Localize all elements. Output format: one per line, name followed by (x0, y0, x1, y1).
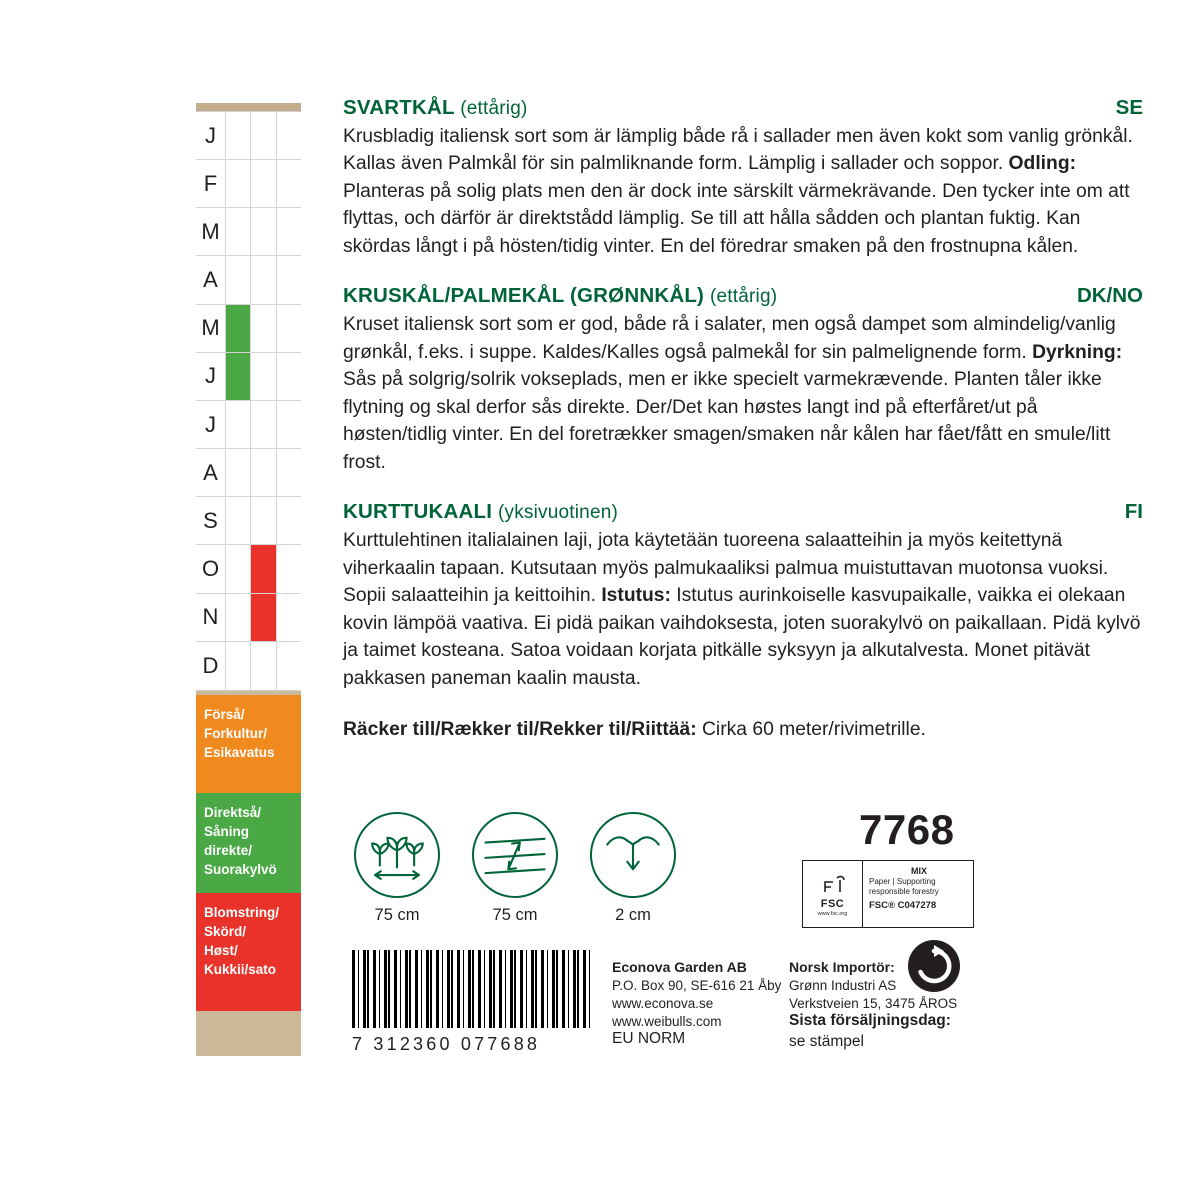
importer-name: Grønn Industri AS (789, 977, 897, 993)
month-label: S (196, 497, 226, 544)
fsc-url: www.fsc.org (817, 910, 848, 917)
importer-title: Norsk Importör: (789, 959, 895, 975)
body-heading: Odling: (1008, 153, 1077, 175)
month-cells (226, 160, 301, 207)
growing-icons (352, 812, 692, 925)
calendar-row (196, 545, 301, 593)
calendar-row (196, 305, 301, 353)
calendar-row (196, 594, 301, 642)
section-title (343, 500, 618, 524)
fsc-details (863, 861, 973, 927)
section-header (343, 500, 1143, 524)
section-header (343, 284, 1143, 308)
company-address: P.O. Box 90, SE-616 21 Åby (612, 977, 782, 993)
fsc-mix: MIX (910, 866, 927, 876)
body-post: Planteras på solig plats men den är dock inte särskilt värmekrävande. Den tycker inte om att flyttas, och därför är direktstådd lämplig. Se till att hålla sådden och plantan fuktig. Kan skördas långt i på hösten/tidig vinter. En del föredrar smaken på den frostnupna kålen. (343, 180, 1130, 257)
legend-line: Direktså/ (204, 805, 262, 820)
month-cells (226, 545, 301, 592)
calendar-cell (251, 160, 276, 207)
calendar-cell (277, 497, 301, 544)
last-sale-value: se stämpel (789, 1032, 864, 1050)
legend-line: Høst/ (204, 943, 238, 959)
calendar-cell (251, 642, 276, 690)
importer-info (789, 958, 999, 1013)
calendar-row (196, 160, 301, 208)
eu-norm-label: EU NORM (612, 1030, 686, 1047)
month-label: N (196, 594, 226, 641)
section-language-code: FI (1124, 500, 1143, 524)
company-web-1: www.econova.se (612, 995, 714, 1011)
legend-line: Suorakylvö (204, 862, 277, 878)
fsc-logo (803, 861, 863, 927)
body-post: Istutus aurinkoiselle kasvupaikalle, vaikka ei olekaan kovin lämpöä vaativa. Ei pidä paikan vaihdoksesta, joten suorakylvö on paikallaan. Pidä kylvö ja taimet kosteana. Satoa voidaan korjata pitkälle syksyyn ja alkutalvesta. Monet pitävät pakkasen paneman kaalin mausta. (343, 585, 1141, 689)
last-sale-date (789, 1011, 1009, 1053)
calendar-cell (251, 449, 276, 496)
month-cells (226, 112, 301, 159)
section-subtitle: (yksivuotinen) (498, 502, 619, 524)
calendar-cell (226, 594, 251, 641)
month-cells (226, 449, 301, 496)
body-pre: Kruset italiensk sort som er god, både rå i salater, men også dampet som almindelig/vanlig grønkål, f.eks. i suppe. Kaldes/Kalles også palmekål for sin palmelignende form. (343, 314, 1116, 363)
sowing-calendar (196, 103, 301, 1056)
section-language-code: DK/NO (1076, 284, 1143, 308)
calendar-bottom-texture (196, 1011, 301, 1056)
calendar-cell (251, 208, 276, 255)
calendar-row (196, 449, 301, 497)
calendar-cell-harvest (251, 545, 276, 592)
calendar-cell (277, 305, 301, 352)
plant-distance-icon (472, 812, 558, 898)
legend-line: direkte/ (204, 843, 253, 859)
legend-sow-indoor (196, 695, 301, 793)
month-label: F (196, 160, 226, 207)
yield-value: Cirka 60 meter/rivimetrille. (696, 719, 926, 741)
body-post: Sås på solgrig/solrik vokseplads, men er ikke specielt varmekrævende. Planten tåler ikke flytning og skal derfor sås direkte. Der/Det kan høstes langt ind på efterfåret/ut på høsten/tidlig vinter. En del foretrækker smagen/smaken når kålen har fået/fått en smule/litt frost. (343, 369, 1111, 473)
section-title-text: SVARTKÅL (343, 96, 455, 119)
calendar-cell (277, 256, 301, 303)
calendar-cell (277, 208, 301, 255)
barcode-number: 7 312360 077688 (352, 1034, 541, 1054)
calendar-cell (251, 497, 276, 544)
calendar-cell (226, 545, 251, 592)
month-cells (226, 353, 301, 400)
calendar-legend (196, 695, 301, 1011)
month-label: M (196, 305, 226, 352)
month-label: A (196, 256, 226, 303)
yield-label: Räcker till/Rækker til/Rekker til/Riittää: (343, 719, 697, 741)
calendar-cell-harvest (251, 594, 276, 641)
section-body (343, 527, 1143, 692)
calendar-row (196, 401, 301, 449)
section-title-text: KRUSKÅL/PALMEKÅL (GRØNNKÅL) (343, 284, 705, 308)
fsc-label (802, 860, 974, 928)
calendar-cell (226, 642, 251, 690)
article-number: 7768 (859, 806, 955, 853)
calendar-cell (251, 305, 276, 352)
section-body (343, 311, 1143, 476)
company-web-2: www.weibulls.com (612, 1013, 722, 1029)
company-name: Econova Garden AB (612, 959, 747, 975)
section-title (343, 284, 777, 308)
section-body (343, 123, 1143, 260)
legend-sow-direct (196, 793, 301, 893)
calendar-cell (226, 256, 251, 303)
icon-label: 2 cm (615, 906, 651, 924)
legend-line: Såning (204, 824, 250, 840)
body-heading: Istutus: (601, 585, 671, 607)
section-dkno (343, 284, 1143, 476)
month-cells (226, 594, 301, 641)
month-label: D (196, 642, 226, 690)
section-title (343, 96, 528, 120)
last-sale-label: Sista försäljningsdag: (789, 1012, 951, 1029)
section-subtitle: (ettårig) (710, 286, 778, 308)
section-language-code: SE (1115, 96, 1143, 119)
fsc-word: FSC (820, 897, 845, 910)
icon-label: 75 cm (492, 906, 538, 924)
row-spacing-icon (354, 812, 440, 898)
calendar-cell (277, 545, 301, 592)
calendar-row (196, 353, 301, 401)
month-cells (226, 497, 301, 544)
barcode (352, 950, 592, 1055)
calendar-cell (277, 401, 301, 448)
calendar-top-texture (196, 103, 301, 111)
month-cells (226, 208, 301, 255)
body-heading: Dyrkning: (1032, 341, 1123, 363)
icon-item-row-spacing (352, 812, 442, 925)
legend-line: Forkultur/ (204, 726, 267, 742)
calendar-row (196, 497, 301, 545)
calendar-cell (226, 401, 251, 448)
fsc-tree-icon (820, 872, 846, 896)
calendar-cell (226, 208, 251, 255)
calendar-grid (196, 111, 301, 691)
legend-harvest (196, 893, 301, 1011)
calendar-row (196, 208, 301, 256)
calendar-cell (226, 160, 251, 207)
month-cells (226, 305, 301, 352)
legend-line: Skörd/ (204, 924, 247, 940)
icon-label: 75 cm (374, 906, 420, 924)
legend-line: Kukkii/sato (204, 962, 277, 978)
month-cells (226, 256, 301, 303)
body-pre: Kurttulehtinen italialainen laji, jota käytetään tuoreena salaatteihin ja myös keitettynä viherkaalin tapaan. Kutsutaan myös palmukaaliksi palmua muistuttavan muotonsa vuoksi. Sopii salaatteihin ja keittoihin. (343, 530, 1109, 607)
calendar-cell (251, 256, 276, 303)
calendar-cell (251, 112, 276, 159)
fsc-desc-2: responsible forestry (869, 887, 939, 897)
legend-line: Blomstring/ (204, 905, 280, 920)
calendar-cell (277, 160, 301, 207)
section-se (343, 96, 1143, 260)
month-label: J (196, 112, 226, 159)
yield-info (343, 716, 1143, 743)
calendar-row (196, 112, 301, 160)
calendar-cell (251, 353, 276, 400)
month-label: J (196, 401, 226, 448)
barcode-bars (352, 950, 590, 1028)
calendar-cell (226, 497, 251, 544)
calendar-cell (277, 112, 301, 159)
month-cells (226, 642, 301, 690)
sowing-depth-icon (590, 812, 676, 898)
calendar-cell (226, 112, 251, 159)
calendar-cell (277, 594, 301, 641)
section-header (343, 96, 1143, 120)
month-cells (226, 401, 301, 448)
month-label: M (196, 208, 226, 255)
calendar-cell (226, 449, 251, 496)
calendar-row (196, 256, 301, 304)
calendar-cell (277, 353, 301, 400)
fsc-code: FSC® C047278 (869, 900, 937, 912)
calendar-cell (277, 642, 301, 690)
section-subtitle: (ettårig) (460, 98, 528, 119)
calendar-cell-sow-direct (226, 305, 251, 352)
month-label: J (196, 353, 226, 400)
calendar-cell (277, 449, 301, 496)
icon-item-plant-distance (470, 812, 560, 925)
month-label: A (196, 449, 226, 496)
legend-line: Esikavatus (204, 745, 275, 761)
calendar-cell (251, 401, 276, 448)
body-pre: Krusbladig italiensk sort som är lämplig både rå i sallader men även kokt som vanlig grönkål. Kallas även Palmkål för sin palmliknande form. Lämplig i sallader och soppor. (343, 126, 1133, 175)
legend-line: Förså/ (204, 707, 245, 722)
section-title-text: KURTTUKAALI (343, 500, 493, 524)
importer-address: Verkstveien 15, 3475 ÅROS (789, 995, 958, 1011)
calendar-cell-sow-direct (226, 353, 251, 400)
calendar-row (196, 642, 301, 690)
section-fi (343, 500, 1143, 692)
description-column (343, 96, 1143, 743)
month-label: O (196, 545, 226, 592)
fsc-desc-1: Paper | Supporting (869, 877, 936, 887)
icon-item-sowing-depth (588, 812, 678, 925)
company-info (612, 958, 782, 1031)
